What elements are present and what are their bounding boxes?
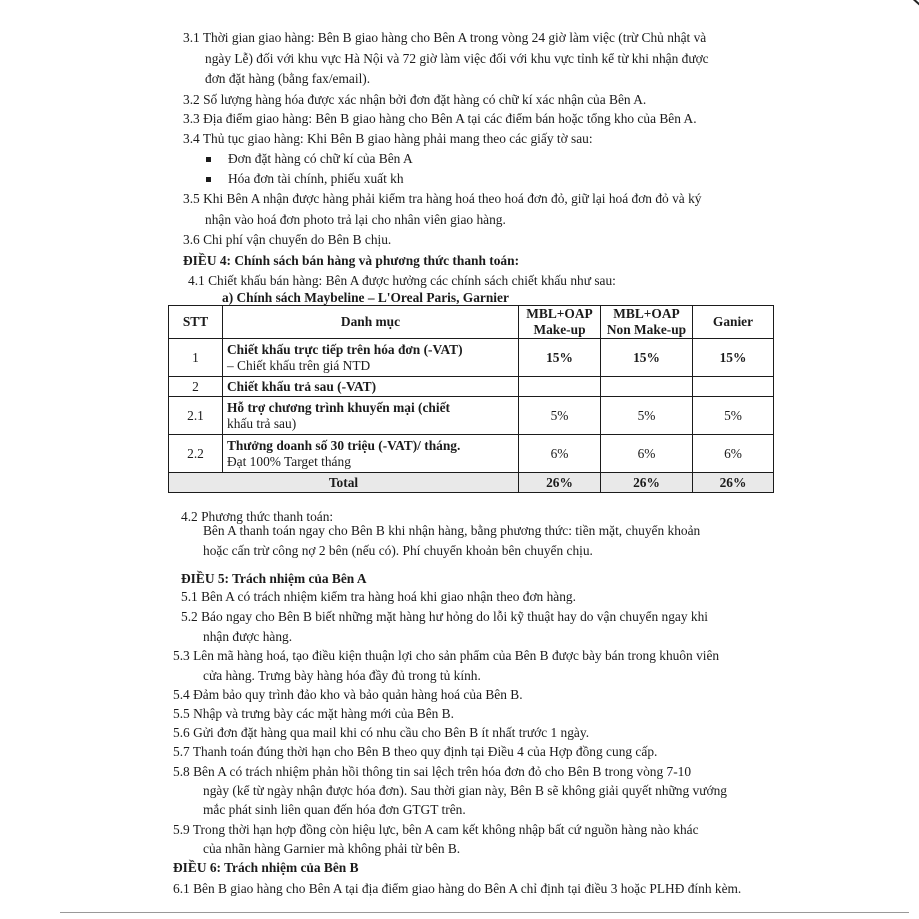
policy-subheading: a) Chính sách Maybeline – L'Oreal Paris, Garnier	[222, 290, 509, 305]
clause-3-3: 3.3 Địa điểm giao hàng: Bên B giao hàng cho Bên A tại các điểm bán hoặc tổng kho của Bên A.	[183, 111, 697, 126]
article-4-heading: ĐIỀU 4: Chính sách bán hàng và phương thức thanh toán:	[183, 253, 520, 268]
clause-5-6: 5.6 Gửi đơn đặt hàng qua mail khi có nhu cầu cho Bên B ít nhất trước 1 ngày.	[173, 725, 590, 740]
clause-4-2-line-2: hoặc cấn trừ công nợ 2 bên (nếu có). Phí chuyển khoản bên chuyển chịu.	[203, 543, 593, 558]
table-row: 2 Chiết khấu trả sau (-VAT)	[169, 377, 774, 397]
clause-3-5-line-1: 3.5 Khi Bên A nhận được hàng phải kiểm tra hàng hoá theo hoá đơn đỏ, giữ lại hoá đơn đỏ và ký	[183, 191, 702, 206]
header-mbl-makeup: MBL+OAP Make-up	[519, 306, 601, 339]
clause-3-1-line-1: 3.1 Thời gian giao hàng: Bên B giao hàng cho Bên A trong vòng 24 giờ làm việc (trừ Chủ nhật và	[183, 30, 707, 45]
clause-5-9-line-1: 5.9 Trong thời hạn hợp đồng còn hiệu lực, bên A cam kết không nhập bất cứ nguồn hàng nào khác	[173, 822, 699, 837]
clause-3-1-line-2: ngày Lễ) đối với khu vực Hà Nội và 72 giờ làm việc đối với khu vực tỉnh kể từ khi nhận được	[205, 51, 709, 66]
clause-3-2: 3.2 Số lượng hàng hóa được xác nhận bởi đơn đặt hàng có chữ kí xác nhận của Bên A.	[183, 92, 647, 107]
clause-5-3-line-2: cửa hàng. Trưng bày hàng hóa đầy đủ trong tủ kính.	[203, 668, 481, 683]
clause-5-8-line-3: mắc phát sinh liên quan đến hóa đơn GTGT trên.	[203, 802, 466, 817]
article-6-heading: ĐIỀU 6: Trách nhiệm của Bên B	[173, 860, 359, 875]
bullet-icon	[206, 157, 211, 162]
clause-5-2-line-1: 5.2 Báo ngay cho Bên B biết những mặt hàng hư hỏng do lỗi kỹ thuật hay do vận chuyển ngay khi	[181, 609, 708, 624]
clause-5-7: 5.7 Thanh toán đúng thời hạn cho Bên B theo quy định tại Điều 4 của Hợp đồng cung cấp.	[173, 744, 658, 759]
clause-5-1: 5.1 Bên A có trách nhiệm kiểm tra hàng hoá khi giao nhận theo đơn hàng.	[181, 589, 576, 604]
header-danh-muc: Danh mục	[223, 306, 519, 339]
clause-5-8-line-1: 5.8 Bên A có trách nhiệm phản hồi thông tin sai lệch trên hóa đơn đỏ cho Bên B trong vòng 7-10	[173, 764, 692, 779]
table-total-row: Total 26% 26% 26%	[169, 473, 774, 493]
table-row: 2.2 Thưởng doanh số 30 triệu (-VAT)/ tháng. Đạt 100% Target tháng 6% 6% 6%	[169, 435, 774, 473]
clause-3-4: 3.4 Thủ tục giao hàng: Khi Bên B giao hàng phải mang theo các giấy tờ sau:	[183, 131, 593, 146]
table-header-row	[169, 306, 774, 339]
clause-5-9-line-2: của nhãn hàng Garnier mà không phải từ bên B.	[203, 841, 461, 856]
clause-4-2-line-1: Bên A thanh toán ngay cho Bên B khi nhận hàng, bằng phương thức: tiền mặt, chuyển khoản	[203, 523, 701, 538]
discount-policy-table	[168, 305, 774, 493]
clause-5-8-line-2: ngày (kể từ ngày nhận được hóa đơn). Sau thời gian này, Bên B sẽ không giải quyết những vướng	[203, 783, 727, 798]
corner-mark	[909, 0, 919, 24]
clause-3-6: 3.6 Chi phí vận chuyển do Bên B chịu.	[183, 232, 392, 247]
clause-5-2-line-2: nhận được hàng.	[203, 629, 293, 644]
header-stt: STT	[169, 306, 223, 339]
clause-5-4: 5.4 Đảm bảo quy trình đảo kho và bảo quản hàng hoá của Bên B.	[173, 687, 523, 702]
bullet-icon	[206, 177, 211, 182]
clause-5-3-line-1: 5.3 Lên mã hàng hoá, tạo điều kiện thuận lợi cho sản phẩm của Bên B được bày bán trong khuôn viên	[173, 648, 720, 663]
header-mbl-non-makeup: MBL+OAP Non Make-up	[601, 306, 693, 339]
table-row: 2.1 Hỗ trợ chương trình khuyến mại (chiết khấu trả sau) 5% 5% 5%	[169, 397, 774, 435]
clause-3-5-line-2: nhận vào hoá đơn photo trả lại cho nhân viên giao hàng.	[205, 212, 506, 227]
bottom-divider	[60, 912, 909, 913]
clause-4-2: 4.2 Phương thức thanh toán:	[181, 509, 334, 524]
clause-4-1: 4.1 Chiết khấu bán hàng: Bên A được hưởng các chính sách chiết khấu như sau:	[188, 273, 616, 288]
clause-3-1-line-3: đơn đặt hàng (bằng fax/email).	[205, 71, 371, 86]
clause-3-4-bullet-2: Hóa đơn tài chính, phiếu xuất kh	[228, 171, 404, 186]
clause-6-1: 6.1 Bên B giao hàng cho Bên A tại địa điểm giao hàng do Bên A chỉ định tại điều 3 hoặc PLHĐ đính kèm.	[173, 881, 742, 896]
header-garnier: Ganier	[693, 306, 774, 339]
article-5-heading: ĐIỀU 5: Trách nhiệm của Bên A	[181, 571, 367, 586]
clause-5-5: 5.5 Nhập và trưng bày các mặt hàng mới của Bên B.	[173, 706, 454, 721]
table-row: 1 Chiết khấu trực tiếp trên hóa đơn (-VAT) – Chiết khấu trên giá NTD 15% 15% 15%	[169, 339, 774, 377]
clause-3-4-bullet-1: Đơn đặt hàng có chữ kí của Bên A	[228, 151, 413, 166]
total-label: Total	[169, 473, 519, 493]
